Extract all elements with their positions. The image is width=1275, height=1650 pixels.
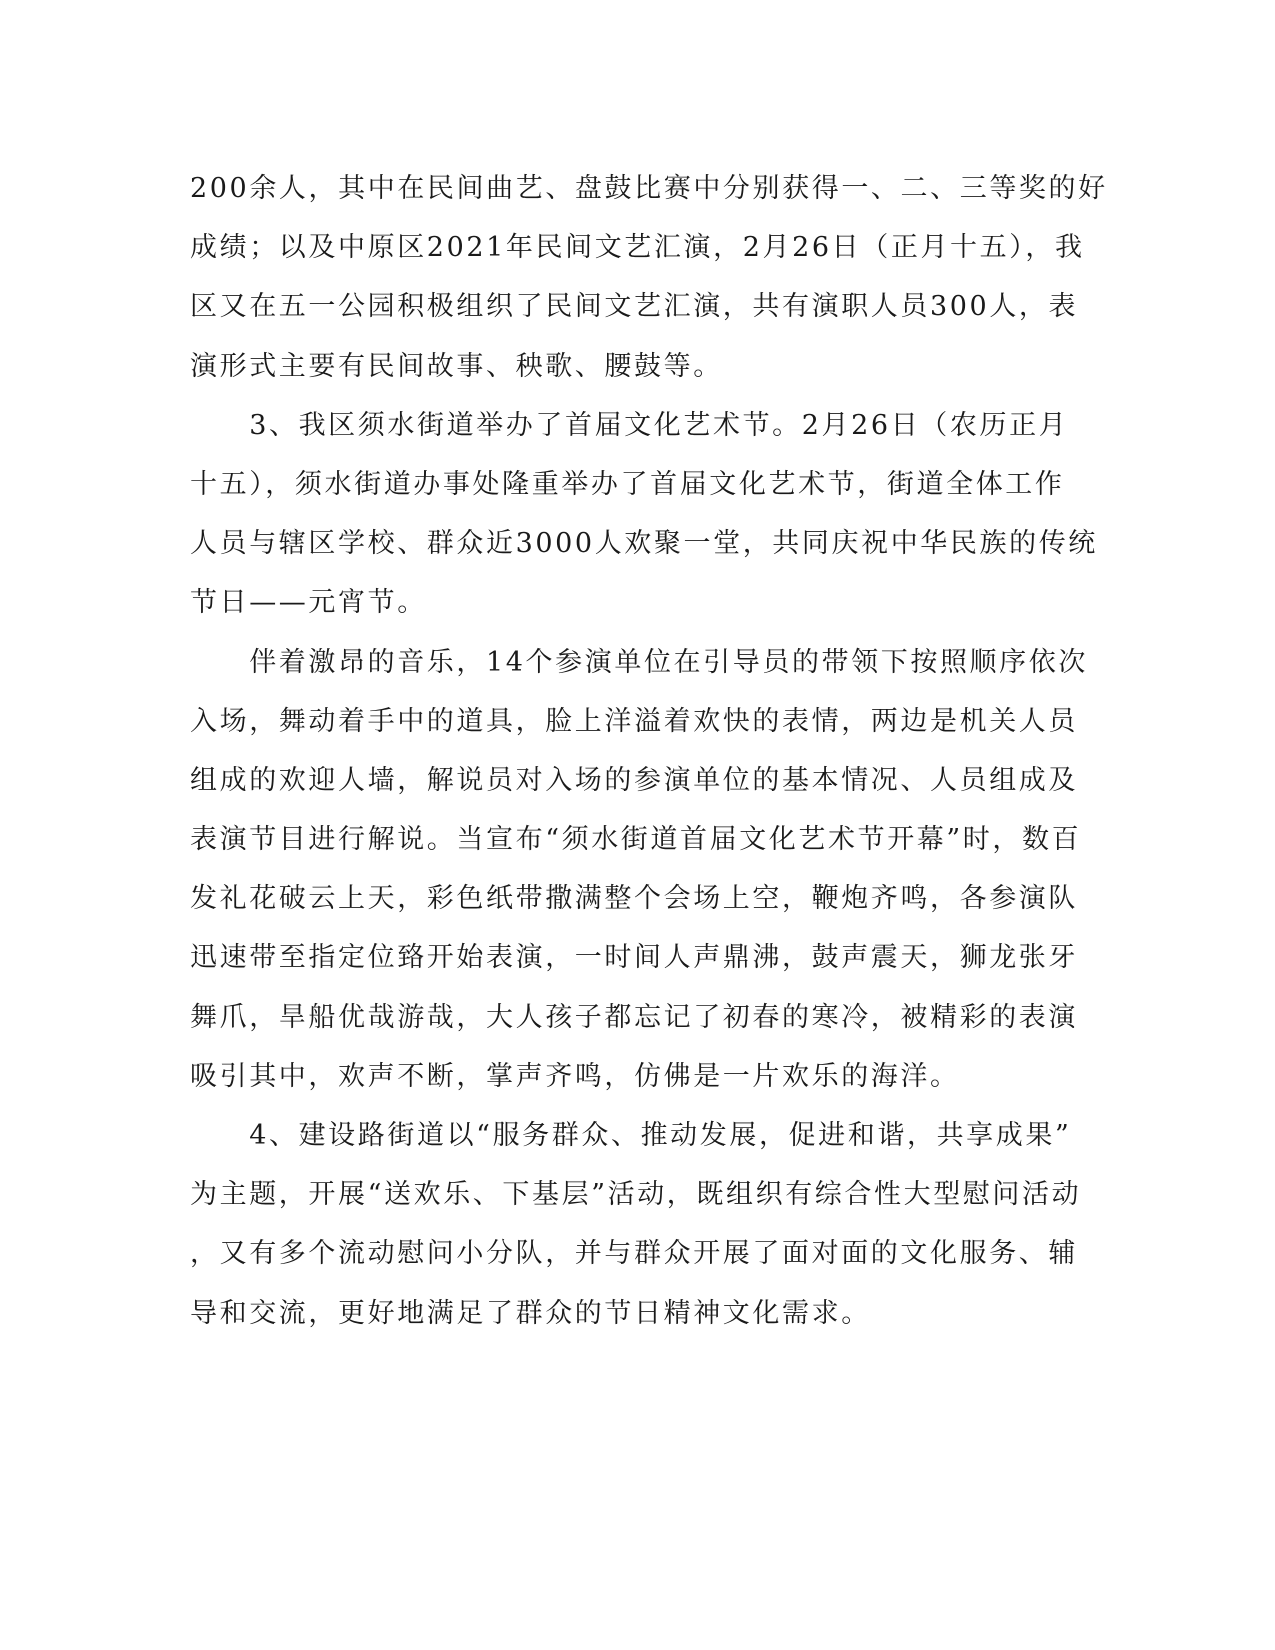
- text-line: 4、建设路街道以“服务群众、推动发展，促进和谐，共享成果”: [190, 1120, 1072, 1151]
- text-line: 成绩；以及中原区2021年民间文艺汇演，2月26日（正月十五），我: [190, 232, 1085, 264]
- paragraph-opening-ceremony: [190, 633, 1090, 1107]
- text-line: 十五），须水街道办事处隆重举办了首届文化艺术节，街道全体工作: [190, 468, 1065, 500]
- text-line: 组成的欢迎人墙，解说员对入场的参演单位的基本情况、人员组成及: [190, 764, 1078, 796]
- text-line: 表演节目进行解说。当宣布“须水街道首届文化艺术节开幕”时，数百: [190, 824, 1082, 856]
- text-line: 伴着激昂的音乐，14个参演单位在引导员的带领下按照顺序依次: [190, 646, 1088, 678]
- text-line: 人员与辖区学校、群众近3000人欢聚一堂，共同庆祝中华民族的传统: [190, 528, 1098, 560]
- text-line: 节日——元宵节。: [190, 587, 427, 619]
- document-body: [190, 159, 1108, 1343]
- text-line: 演形式主要有民间故事、秧歌、腰鼓等。: [190, 350, 723, 382]
- text-line: 导和交流，更好地满足了群众的节日精神文化需求。: [190, 1297, 871, 1329]
- paragraph-xushui-festival: [190, 396, 1098, 633]
- text-line: 入场，舞动着手中的道具，脸上洋溢着欢快的表情，两边是机关人员: [190, 705, 1078, 737]
- text-line: ，又有多个流动慰问小分队，并与群众开展了面对面的文化服务、辅: [190, 1238, 1078, 1270]
- text-line: 200余人，其中在民间曲艺、盘鼓比赛中分别获得一、二、三等奖的好: [190, 173, 1108, 204]
- text-line: 为主题，开展“送欢乐、下基层”活动，既组织有综合性大型慰问活动: [190, 1179, 1082, 1211]
- text-line: 舞爪，旱船优哉游哉，大人孩子都忘记了初春的寒冷，被精彩的表演: [190, 1001, 1078, 1033]
- text-line: 吸引其中，欢声不断，掌声齐鸣，仿佛是一片欢乐的海洋。: [190, 1060, 960, 1092]
- paragraph-jianshelu-activity: [190, 1106, 1090, 1343]
- text-line: 3、我区须水街道举办了首届文化艺术节。2月26日（农历正月: [190, 409, 1069, 441]
- paragraph-folk-performance: [190, 159, 1108, 396]
- text-line: 区又在五一公园积极组织了民间文艺汇演，共有演职人员300人，表: [190, 291, 1079, 323]
- text-line: 发礼花破云上天，彩色纸带撒满整个会场上空，鞭炮齐鸣，各参演队: [190, 883, 1078, 915]
- text-line: 迅速带至指定位臵开始表演，一时间人声鼎沸，鼓声震天，狮龙张牙: [190, 942, 1078, 974]
